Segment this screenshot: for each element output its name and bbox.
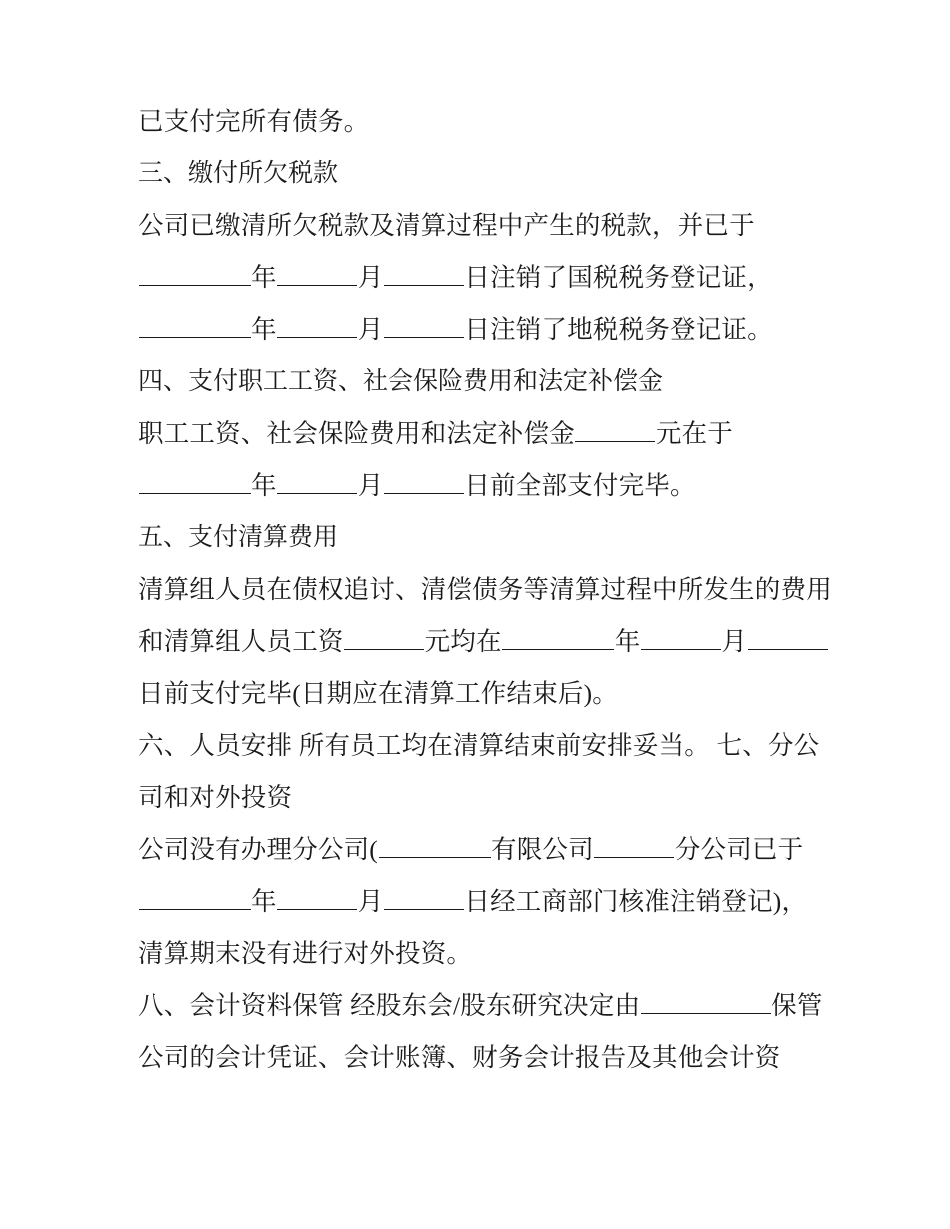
fill-in-blank[interactable] — [384, 886, 464, 910]
text-run: 年 — [251, 887, 277, 916]
text-run: 元在于 — [655, 419, 734, 448]
fill-in-blank[interactable] — [139, 470, 251, 494]
text-run: 公司已缴清所欠税款及清算过程中产生的税款，并已于 — [138, 211, 755, 240]
body-paragraph — [138, 720, 832, 824]
body-paragraph — [138, 824, 832, 980]
body-paragraph — [138, 408, 832, 512]
fill-in-blank[interactable] — [384, 470, 464, 494]
fill-in-blank[interactable] — [277, 470, 357, 494]
fill-in-blank[interactable] — [641, 626, 721, 650]
text-run: 已支付完所有债务。 — [138, 107, 370, 136]
text-run: 月 — [721, 627, 748, 656]
fill-in-blank[interactable] — [139, 314, 251, 338]
text-run: 日注销了国税税务登记证， — [464, 263, 773, 292]
document-body — [138, 96, 832, 1084]
body-paragraph — [138, 564, 832, 720]
body-paragraph — [138, 96, 832, 148]
text-run: 日注销了地税税务登记证。 — [464, 315, 773, 344]
text-run: 有限公司 — [491, 835, 594, 864]
fill-in-blank[interactable] — [384, 314, 464, 338]
fill-in-blank[interactable] — [379, 834, 491, 858]
text-run: 三、缴付所欠税款 — [138, 160, 339, 187]
section-heading — [138, 148, 832, 200]
fill-in-blank[interactable] — [277, 314, 357, 338]
fill-in-blank[interactable] — [594, 834, 674, 858]
text-run: 月 — [357, 887, 384, 916]
fill-in-blank[interactable] — [641, 990, 771, 1014]
fill-in-blank[interactable] — [748, 626, 828, 650]
text-run: 六、人员安排 所有员工均在清算结束前安排妥当。 七、分公司和对外投资 — [138, 731, 820, 812]
text-run: 年 — [614, 627, 641, 656]
fill-in-blank[interactable] — [139, 262, 251, 286]
fill-in-blank[interactable] — [344, 626, 424, 650]
text-run: 保管公司的会计凭证、会计账簿、财务会计报告及其他会计资 — [138, 991, 823, 1072]
text-run: 年 — [251, 315, 277, 344]
text-run: 年 — [251, 263, 277, 292]
text-run: 日经工商部门核准注销登记)，清算期末没有进行对外投资。 — [138, 887, 808, 968]
text-run: 元均在 — [424, 627, 502, 656]
text-run: 月 — [357, 263, 384, 292]
body-paragraph — [138, 980, 832, 1084]
text-run: 月 — [357, 315, 384, 344]
text-run: 日前支付完毕(日期应在清算工作结束后)。 — [138, 679, 618, 708]
section-heading — [138, 512, 832, 564]
text-run: 月 — [357, 471, 384, 500]
text-run: 职工工资、社会保险费用和法定补偿金 — [138, 419, 575, 448]
text-run: 四、支付职工工资、社会保险费用和法定补偿金 — [138, 368, 664, 395]
fill-in-blank[interactable] — [277, 262, 357, 286]
text-run: 公司没有办理分公司( — [138, 835, 378, 864]
fill-in-blank[interactable] — [575, 418, 655, 442]
text-run: 日前全部支付完毕。 — [464, 471, 696, 500]
text-run: 年 — [251, 471, 277, 500]
text-run: 五、支付清算费用 — [138, 524, 339, 551]
text-run: 清算组人员在债权追讨、清偿债务等清算过程中所发生的费用和清算组人员工资 — [138, 575, 832, 656]
body-paragraph — [138, 200, 832, 356]
section-heading — [138, 356, 832, 408]
fill-in-blank[interactable] — [277, 886, 357, 910]
fill-in-blank[interactable] — [139, 886, 251, 910]
text-run: 分公司已于 — [674, 835, 804, 864]
fill-in-blank[interactable] — [502, 626, 614, 650]
text-run: 八、会计资料保管 经股东会/股东研究决定由 — [138, 991, 641, 1020]
fill-in-blank[interactable] — [384, 262, 464, 286]
